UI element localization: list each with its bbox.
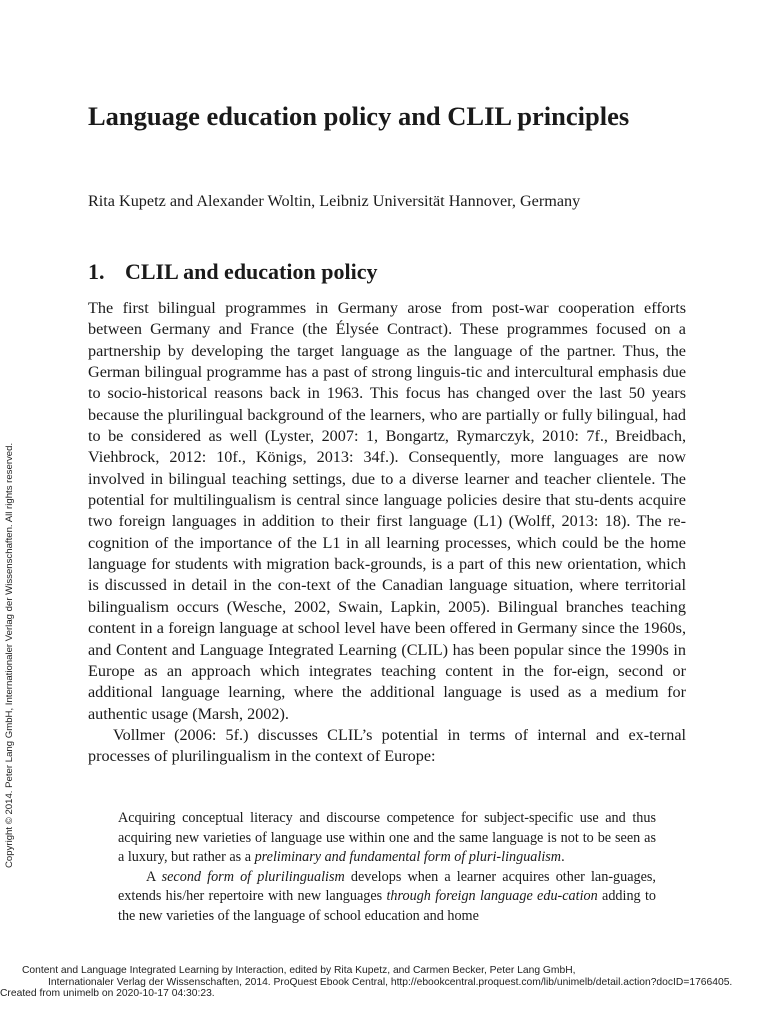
quote-text: A — [146, 868, 162, 885]
author-line: Rita Kupetz and Alexander Woltin, Leibniz Universität Hannover, Germany — [88, 192, 581, 210]
page-footer — [0, 965, 768, 1000]
quote-text: develops when a learner acquires other lan-guages, extends his/her repertoire with new languages — [118, 868, 656, 904]
section-heading — [88, 257, 688, 287]
paragraph: Vollmer (2006: 5f.) discusses CLIL’s potential in terms of internal and ex-ternal processes of plurilingualism in the context of Europe: — [88, 725, 686, 766]
quote-text: . — [561, 849, 565, 865]
block-quote — [118, 809, 656, 926]
quote-text: Acquiring conceptual literacy and discourse competence for subject-specific use and thus acquiring new varieties of language use within one and the same language is not to be seen as a luxury, but rather as a — [118, 810, 656, 865]
quote-emphasis: preliminary and fundamental form of pluri-lingualism — [254, 849, 562, 865]
section-number: 1. — [88, 259, 105, 284]
footer-line: Content and Language Integrated Learning by Interaction, edited by Rita Kupetz, and Carmen Becker, Peter Lang GmbH, — [22, 965, 576, 976]
copyright-notice: Copyright © 2014. Peter Lang GmbH, Internationaler Verlag der Wissenschaften. All rights reserved. — [4, 442, 15, 868]
footer-line: Internationaler Verlag der Wissenschaften, 2014. ProQuest Ebook Central, http://ebookcentral.proquest.com/lib/unimelb/detail.action?docID=1766405. — [48, 976, 733, 988]
quote-emphasis: through foreign language edu-cation — [386, 888, 598, 904]
quote-emphasis: second form of plurilingualism — [161, 868, 345, 885]
section-title: CLIL and education policy — [125, 259, 378, 284]
paragraph: The first bilingual programmes in Germany arose from post-war cooperation efforts between Germany and France (the Élysée Contract). These programmes focused on a partnership by developing the target language as the language of the partner. Thus, the German bilingual programme has a past of strong linguis-tic and intercultural emphasis due to socio-historical reasons back in 1963. This focus has changed over the last 50 years because the plurilingual background of the learners, who are partially or fully bilingual, had to be considered as well (Lyster, 2007: 1, Bongartz, Rymarczyk, 2010: 7f., Breidbach, Viehbrock, 2012: 10f., Königs, 2013: 34f.). Consequently, more languages are now involved in bilingual teaching settings, due to a diverse learner and teacher clientele. The potential for multilingualism is central since language policies desire that stu-dents acquire two foreign languages in addition to their first language (L1) (Wolff, 2013: 18). The re-cognition of the importance of the L1 in all learning processes, which could be the home language for students with migration back-grounds, is a part of this new orientation, which is discussed in detail in the con-text of the Canadian language situation, where territorial bilingualism occurs (Wesche, 2002, Swain, Lapkin, 2005). Bilingual branches teaching content in a foreign language at school level have been offered in Germany since the 1960s, and Content and Language Integrated Learning (CLIL) has been popular since the 1990s in Europe as an approach which integrates teaching content in the for-eign, second or additional language learning, where the additional language is used as a medium for authentic usage (Marsh, 2002). — [88, 299, 686, 723]
body-text — [88, 298, 686, 768]
quote-paragraph — [118, 809, 656, 868]
footer-line: Created from unimelb on 2020-10-17 04:30:23. — [0, 988, 215, 1000]
page-title: Language education policy and CLIL principles — [88, 101, 630, 131]
quote-paragraph — [118, 868, 656, 927]
quote-text: adding to the new varieties of the language of school education and home — [118, 888, 656, 924]
